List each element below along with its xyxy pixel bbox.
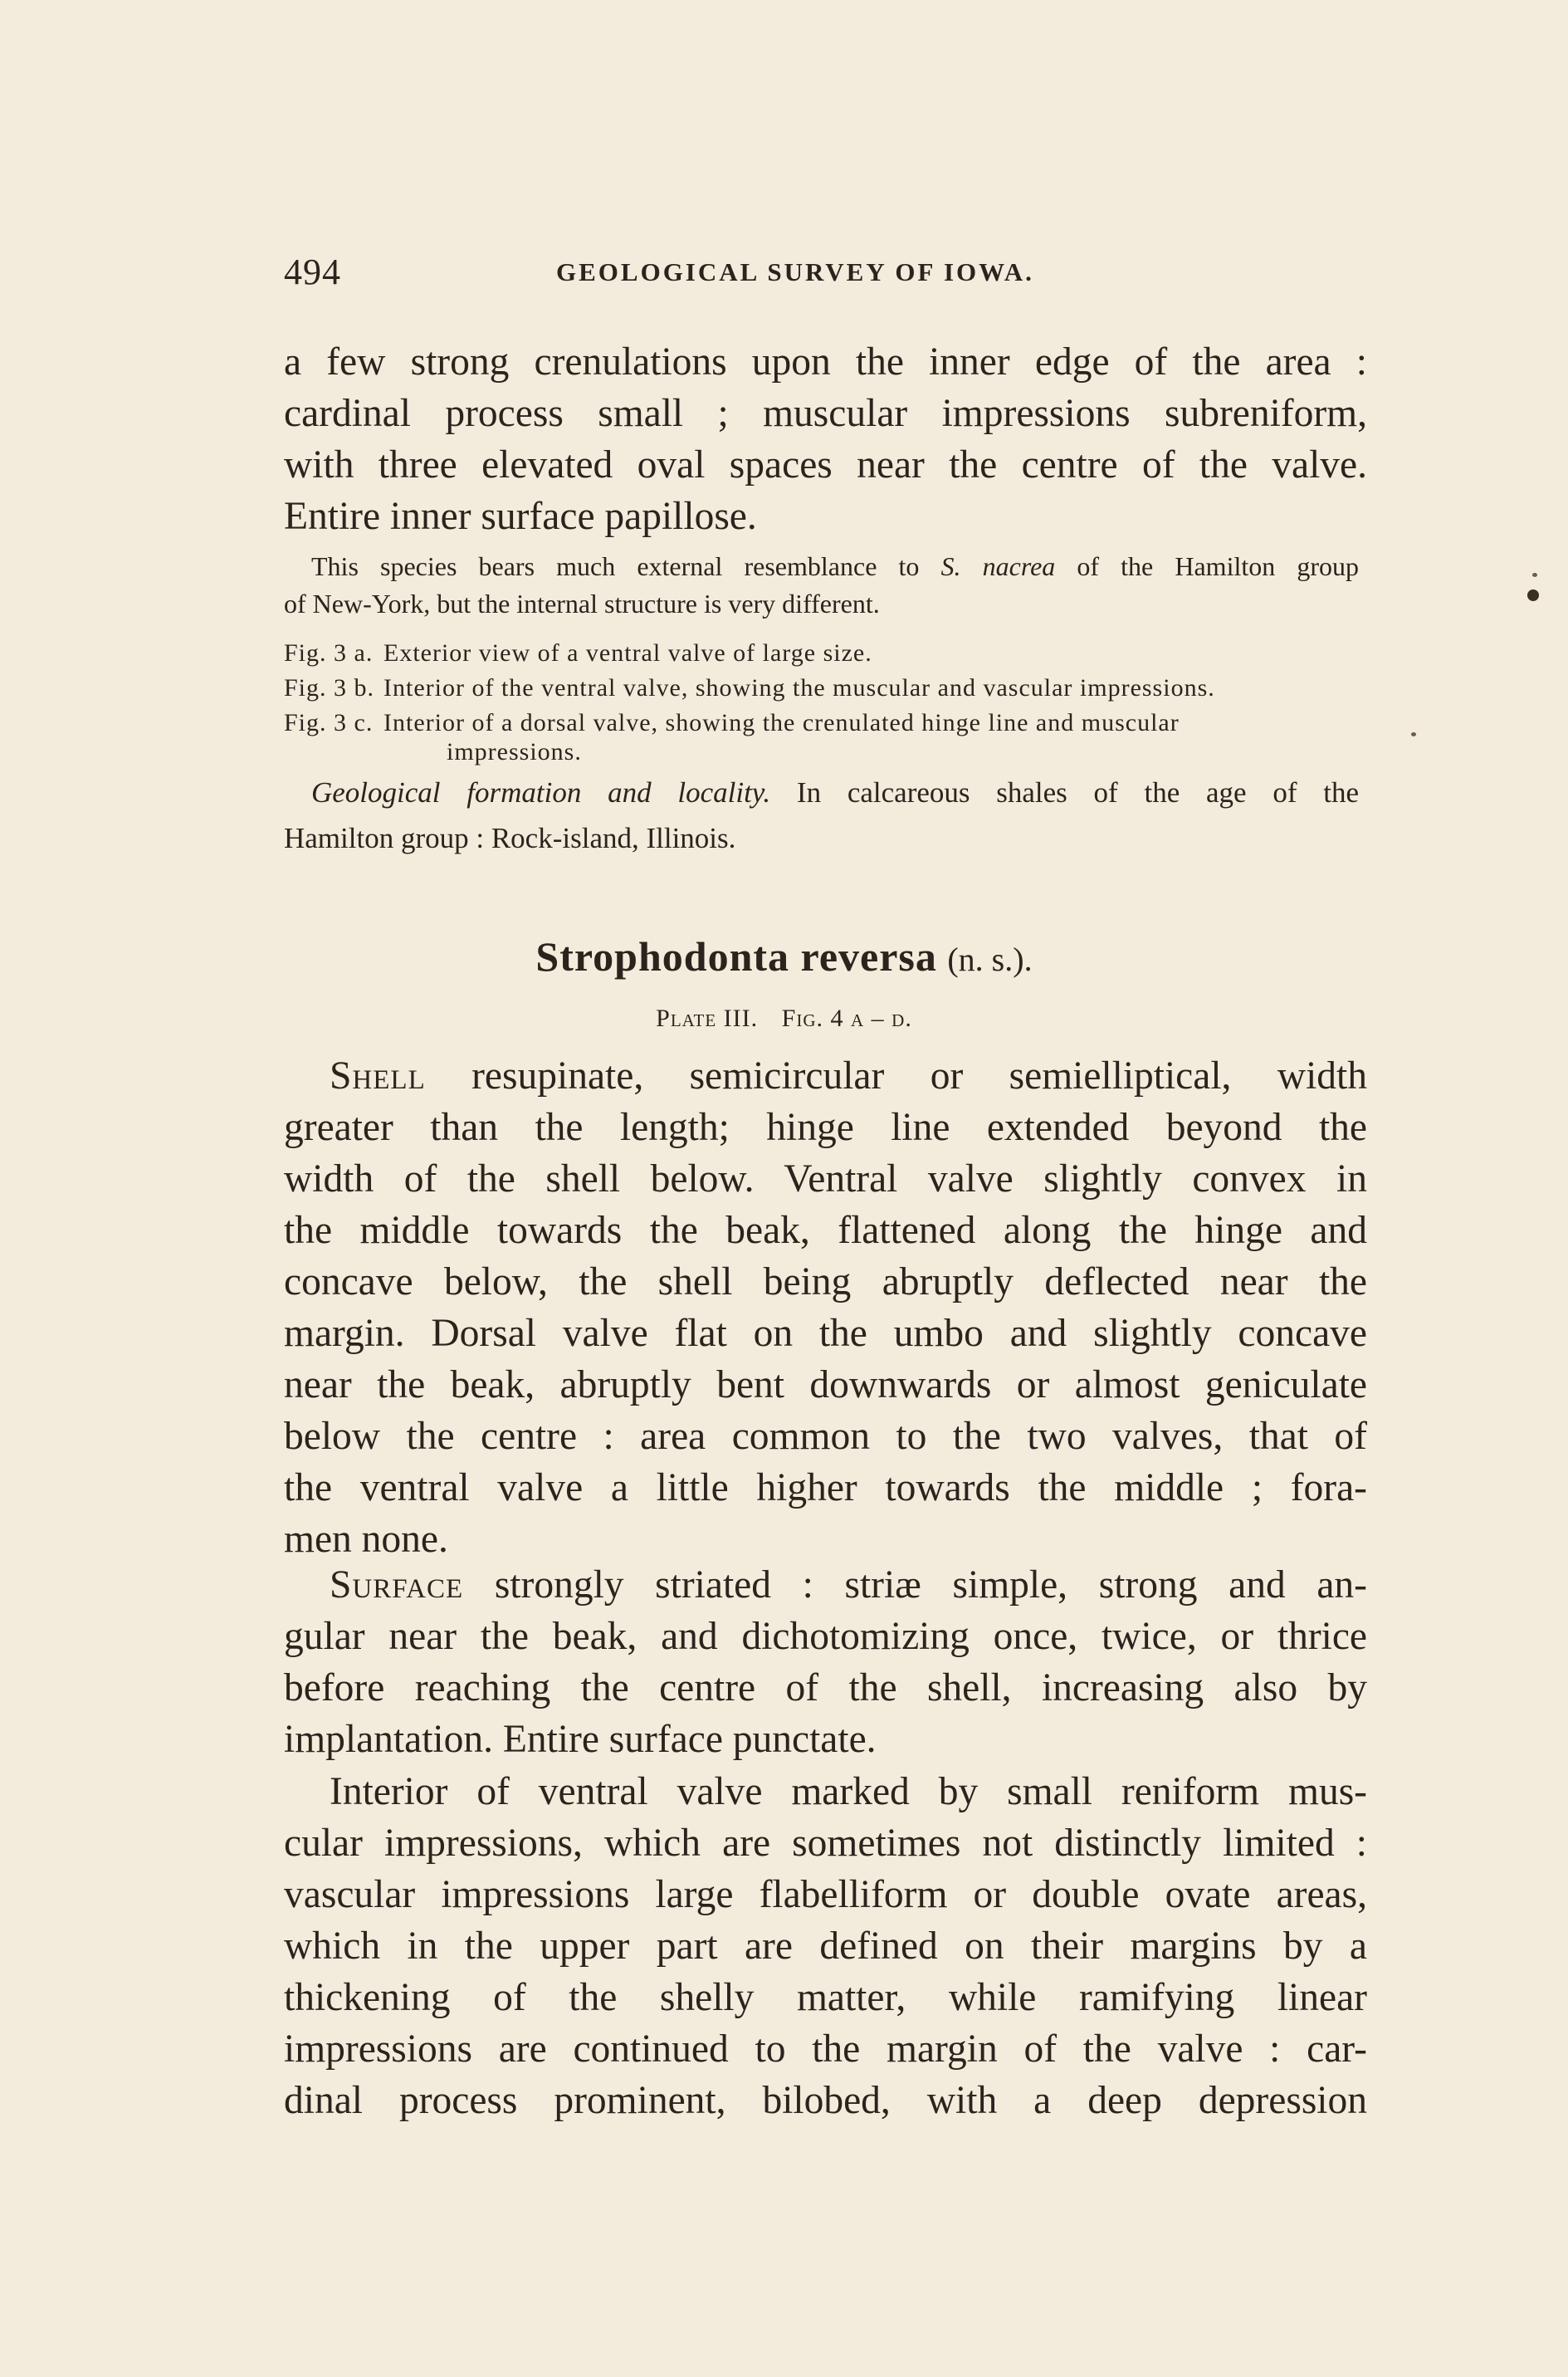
ink-spot-icon	[1527, 589, 1539, 601]
formation-line: Geological formation and locality. In calcareous shales of the age of the	[311, 776, 1359, 809]
figure-caption: Fig. 3 a. Exterior view of a ventral valve of large size.	[284, 639, 872, 667]
text-line: cular impressions, which are sometimes not distinctly limited :	[284, 1822, 1367, 1865]
text-line: impressions are continued to the margin of the valve : car-	[284, 2027, 1367, 2071]
plate-label: Plate III.	[656, 1005, 759, 1032]
figure-caption: Fig. 3 b. Interior of the ventral valve, showing the muscular and vascular impressions.	[284, 674, 1215, 702]
formation-line: Hamilton group : Rock-island, Illinois.	[284, 822, 736, 854]
text-line: which in the upper part are defined on their margins by a	[284, 1925, 1367, 1968]
text-line: Entire inner surface papillose.	[284, 495, 757, 538]
text-line: cardinal process small ; muscular impressions subreniform,	[284, 392, 1367, 435]
text-line: vascular impressions large flabelliform or double ovate areas,	[284, 1873, 1367, 1916]
running-head: GEOLOGICAL SURVEY OF IOWA.	[556, 257, 1034, 286]
text-line: concave below, the shell being abruptly deflected near the	[284, 1260, 1367, 1303]
text-line: margin. Dorsal valve flat on the umbo and slightly concave	[284, 1312, 1367, 1355]
text-line: width of the shell below. Ventral valve slightly convex in	[284, 1157, 1367, 1201]
species-status: (n. s.).	[947, 941, 1033, 978]
text-line: with three elevated oval spaces near the centre of the valve.	[284, 443, 1367, 487]
text-line: Surface strongly striated : striæ simple, strong and an-	[330, 1563, 1367, 1607]
text-line: the ventral valve a little higher towards the middle ; fora-	[284, 1466, 1367, 1509]
text-line: below the centre : area common to the two valves, that of	[284, 1415, 1367, 1458]
species-title	[0, 932, 1568, 981]
figure-caption-continuation: impressions.	[447, 738, 582, 765]
page-number: 494	[284, 252, 341, 292]
text-line: a few strong crenulations upon the inner edge of the area :	[284, 340, 1367, 384]
text-line: men none.	[284, 1518, 448, 1561]
remark-line: of New-York, but the internal structure is very different.	[284, 589, 880, 619]
text-line: before reaching the centre of the shell, increasing also by	[284, 1666, 1367, 1709]
text-line: thickening of the shelly matter, while ramifying linear	[284, 1976, 1367, 2019]
text-line: Shell resupinate, semicircular or semielliptical, width	[330, 1054, 1367, 1098]
text-line: Interior of ventral valve marked by small reniform mus-	[330, 1770, 1367, 1813]
plate-reference	[0, 1005, 1568, 1033]
text-line: gular near the beak, and dichotomizing once, twice, or thrice	[284, 1615, 1367, 1658]
text-line: the middle towards the beak, flattened along the hinge and	[284, 1209, 1367, 1252]
text-line: implantation. Entire surface punctate.	[284, 1718, 877, 1761]
text-line: greater than the length; hinge line extended beyond the	[284, 1106, 1367, 1149]
shell-lead: Shell	[330, 1054, 426, 1098]
figure-caption: Fig. 3 c. Interior of a dorsal valve, showing the crenulated hinge line and muscular	[284, 709, 1180, 736]
plate-figure: Fig. 4 a – d.	[781, 1005, 912, 1032]
text-line: dinal process prominent, bilobed, with a deep depression	[284, 2079, 1367, 2122]
species-name: Strophodonta reversa	[535, 933, 937, 980]
surface-lead: Surface	[330, 1563, 464, 1607]
text-line: near the beak, abruptly bent downwards or almost geniculate	[284, 1363, 1367, 1406]
remark-line: This species bears much external resemblance to S. nacrea of the Hamilton group	[311, 551, 1360, 581]
ink-speck-icon	[1532, 573, 1537, 577]
ink-speck-icon	[1411, 732, 1416, 736]
